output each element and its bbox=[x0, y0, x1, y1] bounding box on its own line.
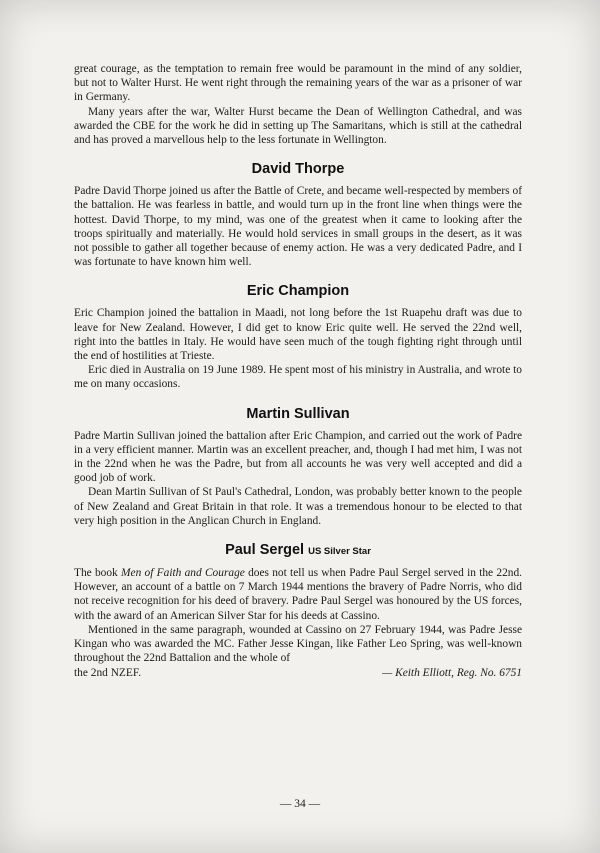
author-signature: — Keith Elliott, Reg. No. 6751 bbox=[382, 666, 522, 679]
page-body bbox=[74, 62, 522, 680]
sergel-p1-start: The book bbox=[74, 567, 122, 580]
sullivan-paragraph-2: Dean Martin Sullivan of St Paul's Cathedral, London, was probably better known to the people of New Zealand and Great Britain in that role. It was a tremendous honour to be elected to that very high position in the Anglican Church in England. bbox=[74, 486, 522, 527]
page-number: — 34 — bbox=[279, 798, 321, 810]
sullivan-paragraph-1: Padre Martin Sullivan joined the battalion after Eric Champion, and carried out the work of Padre in a very efficient manner. Martin was an excellent preacher, and, though I had met him, I was not in the 22nd when he was the Padre, but from all accounts he was very well accepted and did a good job of work. bbox=[74, 429, 522, 485]
sergel-paragraph-2-end: the 2nd NZEF. bbox=[74, 666, 142, 679]
heading-eric-champion: Eric Champion bbox=[246, 283, 350, 300]
sergel-p1-rest: does not tell us when Padre Paul Sergel served in the 22nd. However, an account of a battle on 7 March 1944 mentions the bravery of Padre Norris, who did not receive recognition for his deed of bravery. Padre Paul Sergel was honoured by the US forces, with the award of an American Silver Star for his deeds at Cassino. bbox=[74, 567, 523, 622]
champion-paragraph-2: Eric died in Australia on 19 June 1989. He spent most of his ministry in Australia, and wrote to me on many occasions. bbox=[74, 364, 522, 391]
book-title: Men of Faith and Courage bbox=[121, 567, 245, 580]
heading-david-thorpe: David Thorpe bbox=[251, 161, 345, 178]
sergel-paragraph-2: Mentioned in the same paragraph, wounded at Cassino on 27 February 1944, was Padre Jesse Kingan who was awarded the MC. Father Jesse Kingan, like Father Leo Spring, was well-known throughout the 22nd Battalion and the whole of bbox=[74, 623, 522, 665]
intro-paragraph-1: great courage, as the temptation to remain free would be paramount in the mind of any soldier, but not to Walter Hurst. He went right through the remaining years of the war as a prisoner of war in Germany. bbox=[74, 63, 522, 104]
sergel-paragraph-1 bbox=[74, 566, 522, 623]
champion-paragraph-1: Eric Champion joined the battalion in Maadi, not long before the 1st Ruapehu draft was due to leave for New Zealand. However, I did get to know Eric quite well. He served the 22nd well, right into the battles in Italy. He would have seen much of the tough fighting right through until the end of hostilities at Trieste. bbox=[74, 307, 522, 363]
heading-paul-sergel-award: US Silver Star bbox=[308, 546, 371, 558]
heading-martin-sullivan: Martin Sullivan bbox=[246, 405, 350, 422]
thorpe-paragraph-1: Padre David Thorpe joined us after the Battle of Crete, and became well-respected by members of the battalion. He was fearless in battle, and would turn up in the front line when things were the hottest. David Thorpe, to my mind, was one of the greatest when it came to looking after the troops spiritually and materially. He would hold services in small groups in the desert, as it was not possible to gather all together because of enemy action. He was a very dedicated Padre, and I was fortunate to have known him well. bbox=[74, 185, 522, 269]
heading-paul-sergel-name: Paul Sergel bbox=[225, 542, 305, 559]
signature-line bbox=[74, 666, 522, 680]
intro-paragraph-2: Many years after the war, Walter Hurst became the Dean of Wellington Cathedral, and was awarded the CBE for the work he did in setting up The Samaritans, which is still at the cathedral and has proved a marvellous help to the less fortunate in Wellington. bbox=[74, 105, 522, 147]
heading-paul-sergel bbox=[74, 542, 522, 560]
